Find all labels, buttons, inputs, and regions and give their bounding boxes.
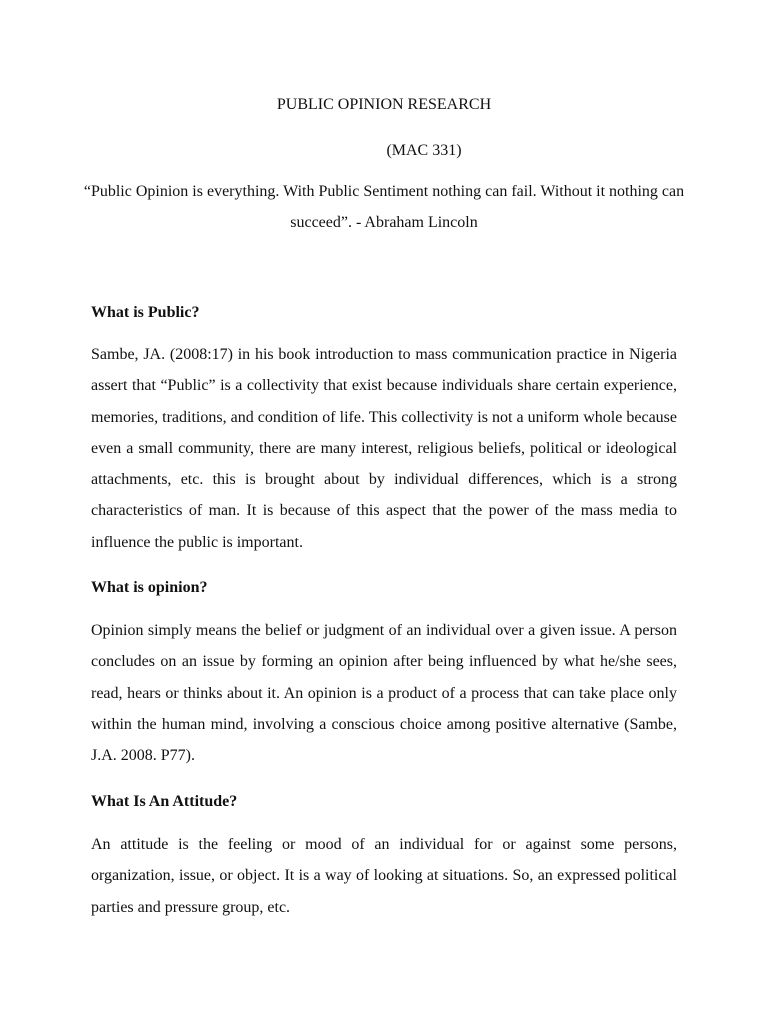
section-body-attitude: An attitude is the feeling or mood of an individual for or against some persons, organization, issue, or object. It is a way of looking at situations. So, an expressed political parties and pressure group, etc. [91, 836, 677, 916]
course-code: (MAC 331) [386, 142, 462, 159]
section-heading-attitude: What Is An Attitude? [91, 793, 238, 810]
section-heading-public: What is Public? [91, 304, 200, 321]
section-body-public: Sambe, JA. (2008:17) in his book introduction to mass communication practice in Nigeria assert that “Public” is a collectivity that exist because individuals share certain experience, memories, traditions, and condition of life. This collectivity is not a uniform whole because even a small community, there are many interest, religious beliefs, political or ideological attachments, etc. this is brought about by individual differences, which is a strong characteristics of man. It is because of this aspect that the power of the mass media to influence the public is important. [91, 346, 677, 551]
document-title: PUBLIC OPINION RESEARCH [276, 96, 492, 113]
section-body-opinion: Opinion simply means the belief or judgment of an individual over a given issue. A person concludes on an issue by forming an opinion after being influenced by what he/she sees, read, hears or thinks about it. An opinion is a product of a process that can take place only within the human mind, involving a conscious choice among positive alternative (Sambe, J.A. 2008. P77). [91, 622, 677, 765]
epigraph-quote: “Public Opinion is everything. With Public Sentiment nothing can fail. Without it nothing can succeed”. - Abraham Lincoln [83, 183, 685, 231]
section-heading-opinion: What is opinion? [91, 579, 208, 596]
